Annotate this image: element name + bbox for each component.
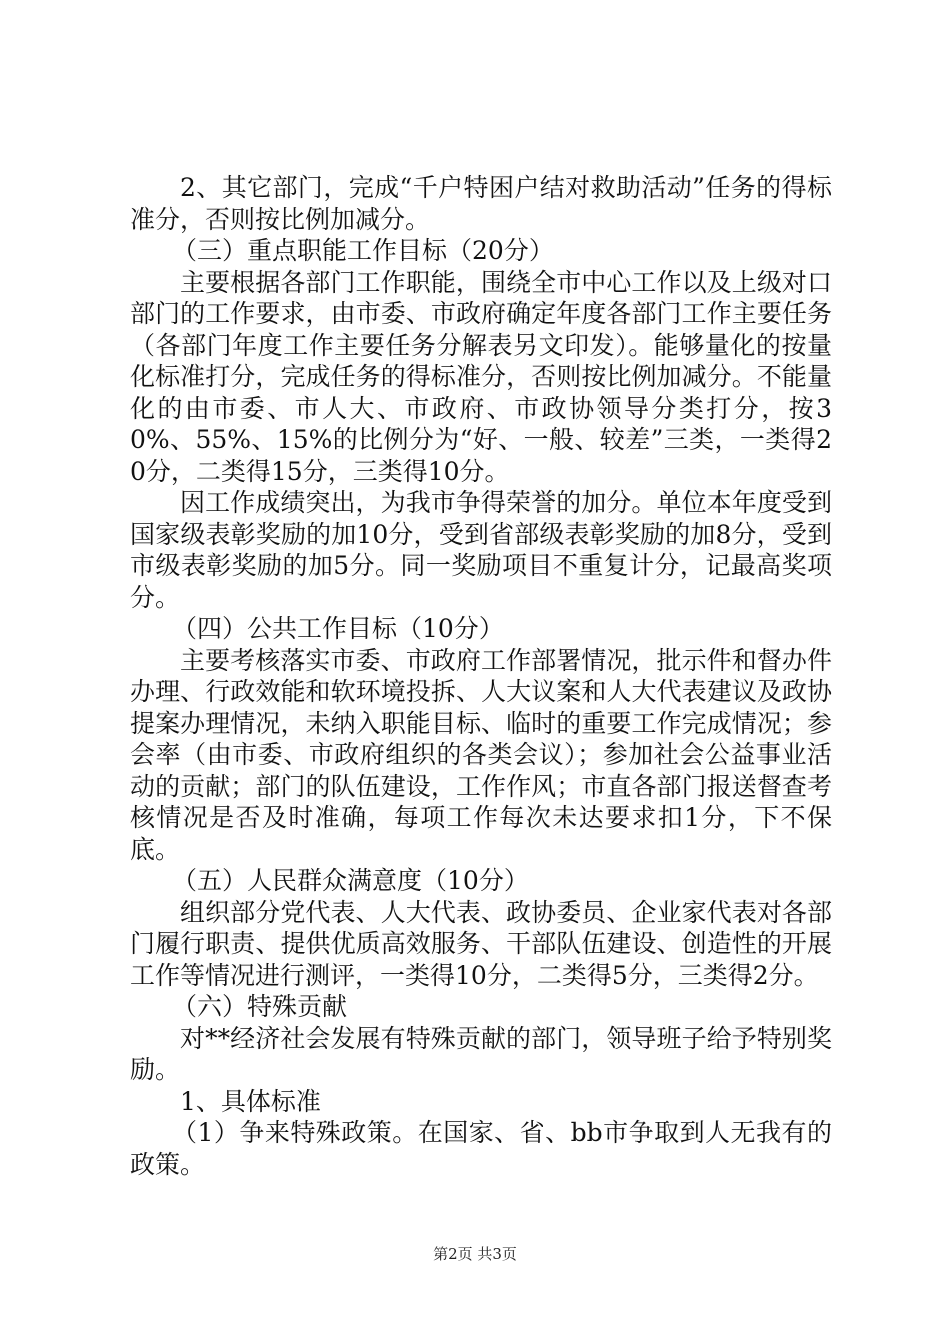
paragraph-special-contribution-description: 对**经济社会发展有特殊贡献的部门，领导班子给予特别奖励。: [130, 1023, 832, 1084]
page-number-footer: 第2页 共3页: [433, 1245, 517, 1263]
paragraph-key-function-description: 主要根据各部门工作职能，围绕全市中心工作以及上级对口部门的工作要求，由市委、市政府确定年度各部门工作主要任务（各部门年度工作主要任务分解表另文印发）。能够量化的按量化标准打分，完成任务的得标准分，否则按比例加减分。不能量化的由市委、市人大、市政府、市政协领导分类打分，按30%、55%、15%的比例分为“好、一般、较差”三类，一类得20分，二类得15分，三类得10分。: [130, 267, 832, 486]
paragraph-specific-standards: 1、具体标准: [180, 1086, 321, 1116]
paragraph-satisfaction-description: 组织部分党代表、人大代表、政协委员、企业家代表对各部门履行职责、提供优质高效服务、干部队伍建设、创造性的开展工作等情况进行测评，一类得10分，二类得5分，三类得2分。: [130, 897, 832, 990]
heading-special-contribution: （六）特殊贡献: [172, 992, 348, 1021]
heading-public-satisfaction: （五）人民群众满意度（10分）: [172, 866, 529, 895]
document-body: [130, 172, 832, 1180]
heading-key-function-goals: （三）重点职能工作目标（20分）: [172, 236, 554, 265]
paragraph-special-policy: （1）争来特殊政策。在国家、省、bb市争取到人无我有的政策。: [130, 1118, 832, 1179]
paragraph-public-work-description: 主要考核落实市委、市政府工作部署情况，批示件和督办件办理、行政效能和软环境投拆、人大议案和人大代表建议及政协提案办理情况，未纳入职能目标、临时的重要工作完成情况；参会率（由市委、市政府组织的各类会议）；参加社会公益事业活动的贡献；部门的队伍建设，工作作风；市直各部门报送督查考核情况是否及时准确，每项工作每次未达要求扣1分，下不保底。: [130, 645, 832, 864]
heading-public-work-goals: （四）公共工作目标（10分）: [172, 614, 504, 643]
paragraph-bonus-points: 因工作成绩突出，为我市争得荣誉的加分。单位本年度受到国家级表彰奖励的加10分，受到省部级表彰奖励的加8分，受到市级表彰奖励的加5分。同一奖励项目不重复计分，记最高奖项分。: [130, 488, 832, 612]
paragraph-item2-other-departments: 2、其它部门，完成“千户特困户结对救助活动”任务的得标准分，否则按比例加减分。: [130, 173, 832, 234]
